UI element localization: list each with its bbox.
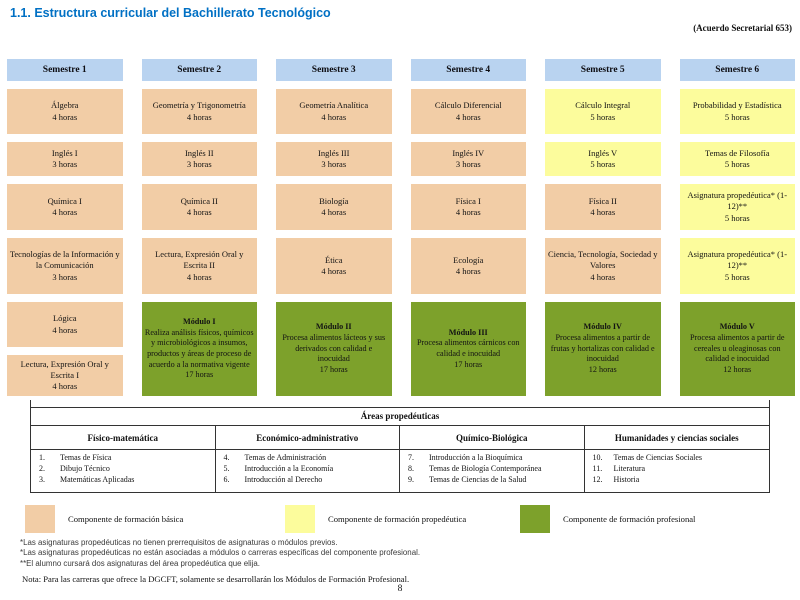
course-title: Probabilidad y Estadística <box>692 100 782 111</box>
course-title: Inglés V <box>588 147 618 158</box>
area-item <box>591 475 766 486</box>
course-cell <box>276 238 392 294</box>
item-text: Dibujo Técnico <box>60 463 110 473</box>
course-title: Inglés I <box>51 147 78 158</box>
course-title: Ciencia, Tecnología, Sociedad y Valores <box>548 249 658 271</box>
footnotes <box>20 538 420 569</box>
legend-item-basica <box>25 505 183 533</box>
course-title: Asignatura propedéutica* (1-12)** <box>687 249 788 271</box>
course-cell <box>545 238 661 294</box>
footnote-line: *Las asignaturas propedéuticas no tienen prerrequisitos de asignaturas o módulos previos. <box>20 538 338 547</box>
module-title: Módulo III <box>448 327 488 337</box>
area-item <box>406 453 580 464</box>
course-hours: 3 horas <box>455 159 481 169</box>
area-column-fisico-matematica <box>31 450 216 492</box>
legend-item-profesional <box>520 505 695 533</box>
legend-label: Componente de formación profesional <box>563 514 696 524</box>
semester-header: Semestre 2 <box>142 59 258 81</box>
course-title: Biología <box>319 195 349 206</box>
area-item <box>37 453 211 464</box>
course-cell <box>680 142 796 176</box>
course-title: Lectura, Expresión Oral y Escrita I <box>20 358 109 380</box>
course-title: Tecnologías de la Información y la Comunicación <box>9 249 120 271</box>
course-cell <box>680 238 796 294</box>
module-cell <box>545 302 661 396</box>
item-number: 12. <box>592 474 603 484</box>
course-title: Química II <box>180 195 218 206</box>
area-item <box>222 464 396 475</box>
course-hours: 5 horas <box>590 111 616 122</box>
legend-label: Componente de formación propedéutica <box>328 514 467 524</box>
course-cell <box>7 142 123 176</box>
course-cell <box>545 142 661 176</box>
area-column-economico-administrativo <box>216 450 401 492</box>
course-title: Temas de Filosofía <box>704 147 770 158</box>
course-cell <box>7 89 123 134</box>
item-number: 6. <box>223 474 230 484</box>
course-title: Lectura, Expresión Oral y Escrita II <box>155 249 244 271</box>
course-hours: 5 horas <box>724 159 750 169</box>
module-title: Módulo I <box>182 317 216 327</box>
course-hours: 5 horas <box>724 271 750 282</box>
module-description: Procesa alimentos cárnicos con calidad e inocuidad <box>416 338 520 358</box>
module-description: Procesa alimentos lácteos y sus derivados con calidad e inocuidad <box>282 333 386 364</box>
area-column-header: Económico-administrativo <box>216 426 401 449</box>
areas-propedeuticas-table <box>30 407 770 493</box>
module-cell <box>142 302 258 396</box>
item-text: Literatura <box>613 463 646 473</box>
module-hours: 17 horas <box>454 359 483 369</box>
item-text: Temas de Administración <box>244 453 327 462</box>
course-hours: 4 horas <box>52 324 78 335</box>
row5-split-cells <box>7 302 123 396</box>
course-title: Inglés II <box>184 147 214 158</box>
area-item <box>591 464 766 475</box>
course-title: Inglés III <box>318 147 350 158</box>
course-cell <box>7 184 123 230</box>
course-title: Álgebra <box>51 100 79 111</box>
semester-header: Semestre 5 <box>545 59 661 81</box>
course-cell <box>545 89 661 134</box>
semester-header: Semestre 3 <box>276 59 392 81</box>
area-column-header: Químico-Biológica <box>400 426 585 449</box>
semester-header: Semestre 4 <box>411 59 527 81</box>
area-item <box>222 453 396 464</box>
module-cell <box>276 302 392 396</box>
course-cell <box>7 302 123 347</box>
course-hours: 4 horas <box>321 207 347 217</box>
profesional-color-swatch <box>520 505 550 533</box>
module-description: Procesa alimentos a partir de cereales u oleaginosas con calidad e inocuidad <box>689 333 785 364</box>
course-cell <box>7 238 123 294</box>
semester-column-4 <box>411 59 527 396</box>
course-hours: 4 horas <box>186 271 212 282</box>
semester-column-6 <box>680 59 796 396</box>
module-description: Procesa alimentos a partir de frutas y hortalizas con calidad e inocuidad <box>550 333 655 364</box>
course-cell <box>411 184 527 230</box>
semester-column-1 <box>7 59 123 396</box>
course-cell <box>7 355 123 396</box>
item-number: 4. <box>223 453 230 462</box>
course-hours: 4 horas <box>52 207 78 217</box>
semester-column-3 <box>276 59 392 396</box>
course-cell <box>680 89 796 134</box>
item-number: 9. <box>408 474 414 484</box>
area-column-humanidades <box>585 450 770 492</box>
course-hours: 4 horas <box>186 111 212 122</box>
areas-table-title: Áreas propedéuticas <box>31 408 769 426</box>
module-description: Realiza análisis físicos, químicos y microbiológicos a insumos, productos y áreas de proceso de acuerdo a la normativa vigente <box>144 327 254 369</box>
course-title: Asignatura propedéutica* (1-12)** <box>687 190 788 212</box>
course-hours: 4 horas <box>590 207 616 217</box>
course-cell <box>411 142 527 176</box>
page-title: 1.1. Estructura curricular del Bachillerato Tecnológico <box>10 6 331 20</box>
legend-item-propedeutica <box>285 505 466 533</box>
course-hours: 4 horas <box>186 207 212 217</box>
course-cell <box>142 89 258 134</box>
module-hours: 17 horas <box>319 364 348 374</box>
course-title: Química I <box>47 195 82 206</box>
semester-column-5 <box>545 59 661 396</box>
semester-header: Semestre 6 <box>680 59 796 81</box>
course-hours: 4 horas <box>590 271 616 282</box>
footnote-line: *Las asignaturas propedéuticas no están asociadas a módulos o carreras específicas del componente profesional. <box>20 548 421 558</box>
course-title: Cálculo Integral <box>575 100 631 111</box>
course-title: Cálculo Diferencial <box>434 100 502 111</box>
module-cell <box>411 302 527 396</box>
course-cell <box>142 238 258 294</box>
semester-header: Semestre 1 <box>7 59 123 81</box>
item-number: 1. <box>39 453 45 462</box>
item-text: Matemáticas Aplicadas <box>60 474 135 484</box>
course-hours: 4 horas <box>52 111 78 122</box>
item-text: Temas de Ciencias de la Salud <box>429 474 527 484</box>
item-text: Temas de Física <box>60 453 112 462</box>
course-cell <box>276 89 392 134</box>
course-title: Inglés IV <box>452 147 485 158</box>
item-text: Introducción al Derecho <box>244 474 323 484</box>
course-hours: 4 horas <box>52 381 78 392</box>
course-cell <box>680 184 796 230</box>
course-hours: 3 horas <box>186 159 212 169</box>
course-cell <box>142 184 258 230</box>
item-number: 8. <box>408 463 414 473</box>
item-text: Temas de Biología Contemporánea <box>429 463 542 473</box>
curriculum-grid <box>7 59 795 396</box>
course-cell <box>276 184 392 230</box>
area-item <box>222 475 396 486</box>
item-text: Temas de Ciencias Sociales <box>613 453 703 462</box>
course-hours: 5 horas <box>724 212 750 223</box>
area-item <box>591 453 766 464</box>
page-number: 8 <box>397 584 403 594</box>
module-title: Módulo IV <box>583 322 622 332</box>
course-title: Lógica <box>52 313 77 324</box>
course-hours: 5 horas <box>590 159 616 169</box>
course-title: Geometría Analítica <box>299 100 369 111</box>
item-text: Introducción a la Bioquímica <box>429 453 523 462</box>
course-title: Física I <box>455 195 481 206</box>
item-number: 7. <box>408 453 414 462</box>
area-column-quimico-biologica <box>400 450 585 492</box>
basica-color-swatch <box>25 505 55 533</box>
course-hours: 3 horas <box>52 271 78 282</box>
course-cell <box>411 89 527 134</box>
module-hours: 12 horas <box>723 364 752 374</box>
module-hours: 12 horas <box>588 364 617 374</box>
item-number: 11. <box>592 463 603 473</box>
area-item <box>406 475 580 486</box>
course-title: Ética <box>325 254 343 265</box>
course-hours: 4 horas <box>455 207 481 217</box>
module-hours: 17 horas <box>185 370 214 380</box>
course-title: Física II <box>588 195 617 206</box>
module-cell <box>680 302 796 396</box>
course-hours: 5 horas <box>724 111 750 122</box>
item-number: 5. <box>223 463 230 473</box>
course-cell <box>142 142 258 176</box>
item-text: Introducción a la Economía <box>244 463 334 473</box>
legend-label: Componente de formación básica <box>68 514 184 524</box>
item-text: Historia <box>613 474 640 484</box>
area-column-header: Humanidades y ciencias sociales <box>614 433 739 443</box>
area-column-header: Físico-matemática <box>31 426 216 449</box>
course-cell <box>276 142 392 176</box>
item-number: 3. <box>39 474 45 484</box>
course-hours: 3 horas <box>52 159 78 169</box>
item-number: 10. <box>592 453 603 462</box>
course-hours: 4 horas <box>321 111 347 122</box>
course-hours: 4 horas <box>455 266 481 276</box>
area-item <box>37 475 211 486</box>
item-number: 2. <box>39 463 45 473</box>
areas-table-body <box>31 450 769 492</box>
semester-column-2 <box>142 59 258 396</box>
course-cell <box>545 184 661 230</box>
area-item <box>406 464 580 475</box>
area-item <box>37 464 211 475</box>
acuerdo-secretarial-label: (Acuerdo Secretarial 653) <box>693 23 792 33</box>
course-title: Ecología <box>453 254 484 265</box>
nota-line: Nota: Para las carreras que ofrece la DGCFT, solamente se desarrollarán los Módulos de Formación Profesional. <box>22 574 410 584</box>
course-title: Geometría y Trigonometría <box>152 100 246 111</box>
areas-table-headers <box>31 426 769 450</box>
propedeutica-color-swatch <box>285 505 315 533</box>
course-hours: 4 horas <box>455 111 481 122</box>
module-title: Módulo V <box>719 322 755 332</box>
module-title: Módulo II <box>315 322 352 332</box>
footnote-line: **El alumno cursará dos asignaturas del área propedéutica que elija. <box>20 558 260 568</box>
course-cell <box>411 238 527 294</box>
course-hours: 3 horas <box>321 159 347 169</box>
course-hours: 4 horas <box>321 266 347 276</box>
